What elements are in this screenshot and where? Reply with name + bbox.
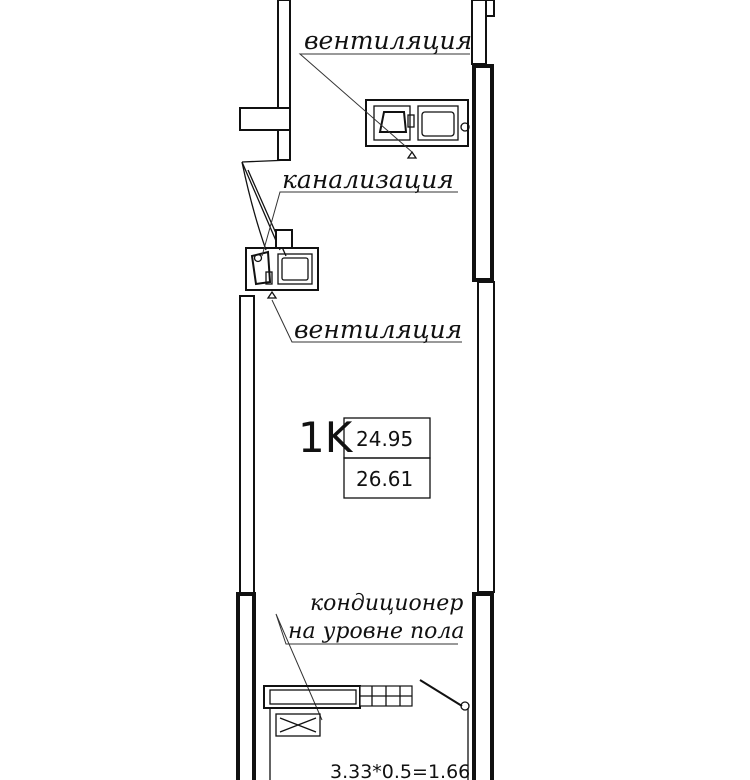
label-vent-mid: вентиляция: [294, 315, 463, 344]
ac-unit-inner: [270, 690, 356, 704]
wall-hall-stub: [276, 230, 292, 248]
vent-marker-mid: [268, 292, 276, 298]
apartment-code: 1K: [298, 413, 353, 462]
wall-left-bearing-lower-inner: [240, 596, 252, 780]
kitchen-sink-basin: [282, 258, 308, 280]
wall-right-bearing-upper-inner: [476, 68, 490, 278]
wall-left-thin: [240, 296, 254, 594]
label-vent-top: вентиляция: [304, 26, 473, 55]
label-ac-line2: на уровне пола: [288, 619, 465, 644]
sink-basin: [422, 112, 454, 136]
area-total: 26.61: [356, 467, 414, 491]
wall-right-bearing-lower-inner: [476, 596, 490, 780]
toilet-icon: [380, 112, 406, 132]
valve-small: [408, 115, 414, 127]
ac-outdoor-fan: [280, 718, 316, 732]
label-ac-line1: кондиционер: [310, 591, 464, 616]
label-sewer: канализация: [282, 165, 454, 194]
wall-right-top-corner: [486, 0, 494, 16]
wall-bath-left-upper: [278, 0, 290, 160]
balcony-calc: 3.33*0.5=1.66: [330, 761, 471, 780]
vent-marker-top: [408, 152, 416, 158]
leader-vent-top: [300, 54, 470, 152]
sink-box: [418, 106, 458, 140]
balcony-door-leaf: [420, 680, 462, 706]
area-living: 24.95: [356, 427, 414, 451]
wall-right-thin: [478, 282, 494, 592]
wall-right-top: [472, 0, 486, 64]
riser-circle-mid: [255, 255, 262, 262]
wall-ledge: [240, 108, 290, 130]
